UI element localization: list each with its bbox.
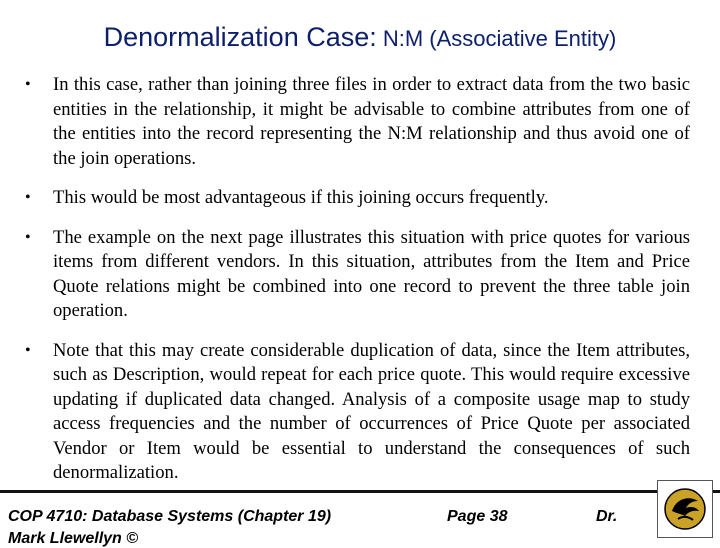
ucf-pegasus-logo-icon (657, 480, 713, 538)
footer (0, 494, 720, 547)
slide-title-main: Denormalization Case: (103, 22, 377, 52)
slide-title-sub: N:M (Associative Entity) (376, 26, 617, 51)
bullet-item (25, 226, 690, 324)
bullet-text: The example on the next page illustrates this situation with price quotes for various items from different vendors. In this situation, attributes from the Item and Price Quote relations might be combined into one record to prevent the three table join operation. (53, 226, 690, 321)
footer-author: Dr. (596, 508, 618, 525)
bullet-list (25, 73, 690, 501)
bullet-marker: • (25, 228, 31, 246)
slide-title (0, 22, 720, 53)
bullet-marker: • (25, 189, 31, 206)
footer-author-continued: Mark Llewellyn © (8, 530, 139, 547)
footer-divider (0, 490, 720, 493)
footer-page-number: Page 38 (447, 508, 508, 525)
bullet-marker: • (25, 341, 31, 359)
bullet-item (25, 73, 690, 171)
bullet-text: This would be most advantageous if this joining occurs frequently. (53, 187, 549, 208)
bullet-text: Note that this may create considerable duplication of data, since the Item attributes, such as Description, would repeat for each price quote. This would require excessive updating if duplicated data changed. Analysis of a composite usage map to study access frequencies and the number of occurrences of Price Quote per associated Vendor or Item would be essential to understand the consequences of such denormalization. (53, 339, 690, 483)
bullet-item (25, 186, 690, 211)
bullet-item (25, 339, 690, 486)
bullet-marker: • (25, 76, 31, 93)
footer-course: COP 4710: Database Systems (Chapter 19) (8, 508, 332, 525)
bullet-text: In this case, rather than joining three files in order to extract data from the two basic entities in the relationship, it might be advisable to combine attributes from one of the entities into the record representing the N:M relationship and thus avoid one of the join operations. (53, 74, 690, 169)
